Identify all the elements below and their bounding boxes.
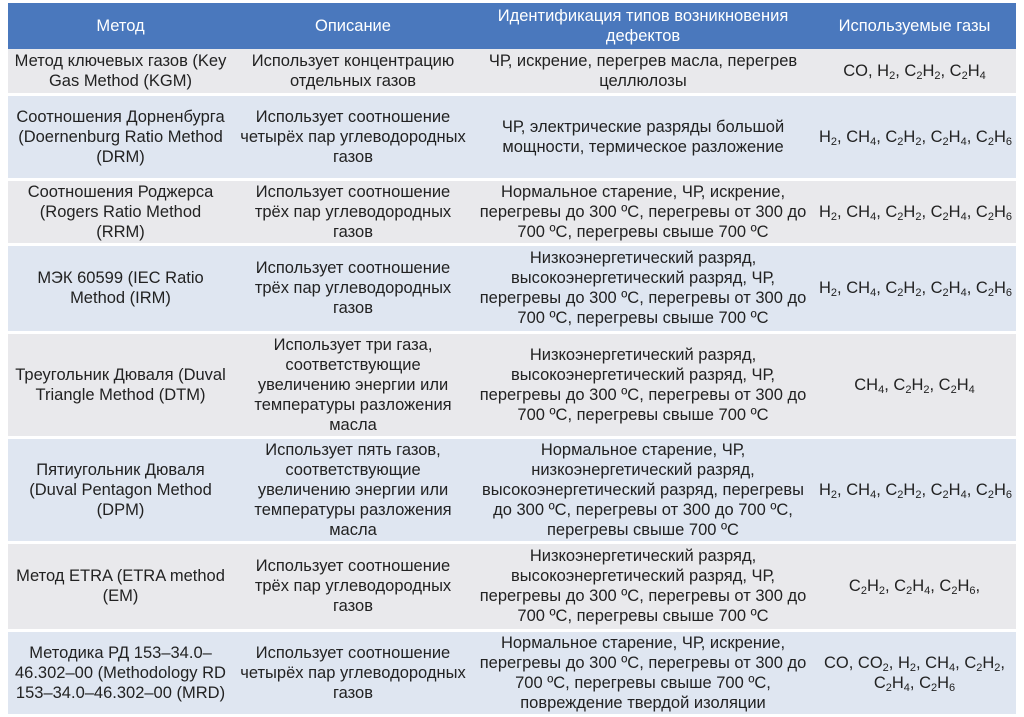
defects-cell: Низкоэнергетический разряд, высокоэнергетический разряд, ЧР, перегревы до 300 ºС, перегревы от 300 до 700 ºС, перегревы свыше 700 ºС <box>473 332 813 437</box>
gas-formula: CO <box>823 653 849 672</box>
gas-formula: $CH_4$ <box>925 653 956 674</box>
method-cell: Метод ключевых газов (Key Gas Method (KGM) <box>8 49 233 94</box>
gas-formula: $C_2H_6$ <box>939 577 976 597</box>
gas-formula: $CH_4$ <box>846 202 877 223</box>
header-description: Описание <box>233 3 473 49</box>
header-row <box>8 3 1016 49</box>
method-cell: Соотношения Роджерса (Rogers Ratio Method (RRM) <box>8 179 233 244</box>
gas-formula: $CO_2$ <box>857 653 889 674</box>
method-cell: Методика РД 153–34.0–46.302–00 (Methodology RD 153–34.0–46.302–00 (MRD) <box>8 630 233 715</box>
gas-formula: $H_2$ <box>819 127 838 148</box>
description-cell: Использует три газа, соответствующие увеличению энергии или температуры разложения масла <box>233 332 473 437</box>
gas-formula: $C_2H_4$ <box>930 202 967 223</box>
description-cell: Использует соотношение трёх пар углеводородных газов <box>233 542 473 630</box>
method-cell: МЭК 60599 (IEC Ratio Method (IRM) <box>8 244 233 332</box>
gas-formula: $C_2H_2$ <box>904 61 941 82</box>
header-gases: Используемые газы <box>813 3 1016 49</box>
gas-formula: $C_2H_4$ <box>873 673 910 694</box>
gas-formula: $H_2$ <box>819 480 838 501</box>
table-row <box>8 437 1016 542</box>
gas-formula: $H_2$ <box>819 202 838 223</box>
gas-formula: $CH_4$ <box>846 127 877 148</box>
gas-formula: $C_2H_2$ <box>885 279 922 299</box>
gas-formula: $C_2H_6$ <box>975 480 1012 501</box>
description-cell: Использует концентрацию отдельных газов <box>233 49 473 94</box>
gas-formula: $C_2H_2$ <box>885 480 922 501</box>
gases-cell: CO, $H_2$, $C_2H_2$, $C_2H_4$ <box>813 49 1016 94</box>
gases-cell: $C_2H_2$, $C_2H_4$, $C_2H_6$, <box>813 542 1016 630</box>
table-row <box>8 94 1016 179</box>
gas-formula: CO <box>843 61 868 80</box>
table-row <box>8 332 1016 437</box>
gas-formula: $C_2H_4$ <box>930 279 967 299</box>
gas-formula: $C_2H_4$ <box>894 577 931 597</box>
gas-formula: $C_2H_4$ <box>938 375 975 396</box>
defects-cell: Нормальное старение, ЧР, искрение, перегревы до 300 ºС, перегревы от 300 до 700 ºС, перегревы свыше 700 ºС, повреждение твердой изоляции <box>473 630 813 715</box>
table-row <box>8 179 1016 244</box>
description-cell: Использует пять газов, соответствующие увеличению энергии или температуры разложения масла <box>233 437 473 542</box>
gas-formula: $H_2$ <box>877 61 896 82</box>
gas-formula: $C_2H_4$ <box>949 61 986 82</box>
gases-cell: $H_2$, $CH_4$, $C_2H_2$, $C_2H_4$, $C_2H_6$ <box>813 179 1016 244</box>
gases-cell: $H_2$, $CH_4$, $C_2H_2$, $C_2H_4$, $C_2H_6$ <box>813 244 1016 332</box>
defects-cell: Низкоэнергетический разряд, высокоэнергетический разряд, ЧР, перегревы до 300 ºС, перегревы от 300 до 700 ºС, перегревы свыше 700 ºС <box>473 244 813 332</box>
gas-formula: $C_2H_6$ <box>919 673 956 694</box>
method-cell: Метод ETRA (ETRA method (EM) <box>8 542 233 630</box>
gas-formula: $C_2H_2$ <box>964 653 1001 674</box>
method-cell: Соотношения Дорненбурга (Doernenburg Ratio Method (DRM) <box>8 94 233 179</box>
gases-cell: $CH_4$, $C_2H_2$, $C_2H_4$ <box>813 332 1016 437</box>
gases-cell: $H_2$, $CH_4$, $C_2H_2$, $C_2H_4$, $C_2H_6$ <box>813 437 1016 542</box>
description-cell: Использует соотношение четырёх пар углеводородных газов <box>233 630 473 715</box>
gas-formula: $H_2$ <box>897 653 916 674</box>
method-cell: Пятиугольник Дюваля (Duval Pentagon Method (DPM) <box>8 437 233 542</box>
header-defects: Идентификация типов возникновения дефектов <box>473 3 813 49</box>
gas-formula: $C_2H_2$ <box>885 127 922 148</box>
gas-formula: $C_2H_2$ <box>885 202 922 223</box>
gas-formula: $C_2H_2$ <box>848 577 885 597</box>
description-cell: Использует соотношение трёх пар углеводородных газов <box>233 179 473 244</box>
defects-cell: Нормальное старение, ЧР, низкоэнергетический разряд, высокоэнергетический разряд, перегревы до 300 ºС, перегревы от 300 до 700 ºС, перегревы свыше 700 ºС <box>473 437 813 542</box>
gases-cell: CO, $CO_2$, $H_2$, $CH_4$, $C_2H_2$, $C_2H_4$, $C_2H_6$ <box>813 630 1016 715</box>
defects-cell: Низкоэнергетический разряд, высокоэнергетический разряд, ЧР, перегревы до 300 ºС, перегревы от 300 до 700 ºС, перегревы свыше 700 ºС <box>473 542 813 630</box>
defects-cell: ЧР, искрение, перегрев масла, перегрев целлюлозы <box>473 49 813 94</box>
defects-cell: ЧР, электрические разряды большой мощности, термическое разложение <box>473 94 813 179</box>
defects-cell: Нормальное старение, ЧР, искрение, перегревы до 300 ºС, перегревы от 300 до 700 ºС, перегревы свыше 700 ºС <box>473 179 813 244</box>
description-cell: Использует соотношение четырёх пар углеводородных газов <box>233 94 473 179</box>
table-row <box>8 244 1016 332</box>
table-row <box>8 630 1016 715</box>
gases-cell: $H_2$, $CH_4$, $C_2H_2$, $C_2H_4$, $C_2H_6$ <box>813 94 1016 179</box>
gas-formula: $C_2H_6$ <box>975 279 1012 299</box>
table-row <box>8 542 1016 630</box>
description-cell: Использует соотношение трёх пар углеводородных газов <box>233 244 473 332</box>
gas-formula: $C_2H_2$ <box>893 375 930 396</box>
table-row <box>8 49 1016 94</box>
table-body <box>8 49 1016 715</box>
method-cell: Треугольник Дюваля (Duval Triangle Method (DTM) <box>8 332 233 437</box>
gas-formula: $CH_4$ <box>846 480 877 501</box>
gas-formula: $C_2H_4$ <box>930 480 967 501</box>
dga-methods-table <box>8 3 1016 717</box>
header-method: Метод <box>8 3 233 49</box>
gas-formula: $C_2H_6$ <box>975 202 1012 223</box>
gas-formula: $CH_4$ <box>854 375 885 396</box>
gas-formula: $C_2H_4$ <box>930 127 967 148</box>
gas-formula: $C_2H_6$ <box>975 127 1012 148</box>
gas-formula: $CH_4$ <box>846 279 877 299</box>
gas-formula: $H_2$ <box>819 279 838 299</box>
